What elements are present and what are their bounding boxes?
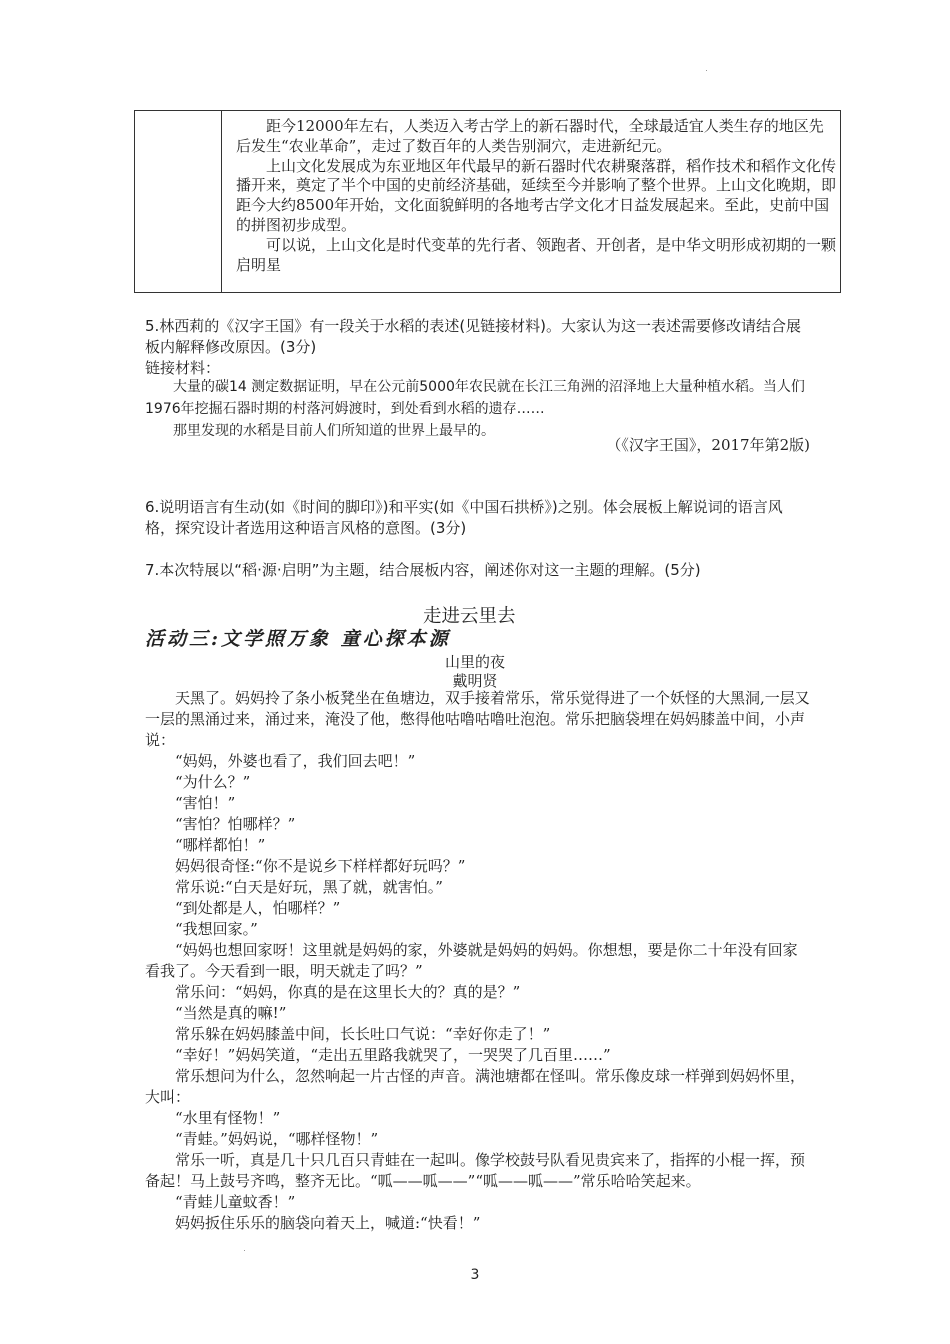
- scan-speck: [706, 70, 707, 71]
- scan-speck: [244, 1250, 245, 1251]
- story-paragraph: 妈妈很奇怪:“你不是说乡下样样都好玩吗？”: [175, 857, 466, 875]
- table-cell-text: [236, 117, 836, 275]
- story-paragraph: “水里有怪物！”: [175, 1109, 281, 1127]
- story-title: 山里的夜: [444, 653, 505, 671]
- story-paragraph: “害怕！”: [175, 794, 236, 812]
- page-number: 3: [470, 1267, 480, 1283]
- story-paragraph: “青蛙儿童蚊香！”: [175, 1193, 296, 1211]
- story-paragraph: “我想回家。”: [175, 920, 258, 938]
- story-paragraph: 常乐想问为什么，忽然响起一片古怪的声音。满池塘都在怪叫。常乐像皮球一样弹到妈妈怀里，大叫：: [145, 1067, 806, 1106]
- story-paragraph: 天黑了。妈妈拎了条小板凳坐在鱼塘边，双手接着常乐，常乐觉得进了一个妖怪的大黑洞,一层又一层的黑涌过来，涌过来，淹没了他，憋得他咕噜咕噜吐泡泡。常乐把脑袋埋在妈妈膝盖中间，小声说：: [145, 689, 810, 749]
- story-paragraph: 常乐躲在妈妈膝盖中间，长长吐口气说：“幸好你走了！”: [175, 1025, 551, 1043]
- story-paragraph: “到处都是人，怕哪样？”: [175, 899, 341, 917]
- link-paragraph: 那里发现的水稻是目前人们所知道的世界上最早的。: [173, 423, 495, 439]
- story-paragraph: “妈妈，外婆也看了，我们回去吧！”: [175, 752, 416, 770]
- story-paragraph: 常乐说:“白天是好玩，黑了就，就害怕。”: [175, 878, 443, 896]
- link-source: （《汉字王国》，2017年第2版): [606, 436, 810, 454]
- story-paragraph: 常乐一听，真是几十只几百只青蛙在一起叫。像学校鼓号队看见贵宾来了，指挥的小棍一挥，预备起！马上鼓号齐鸣，整齐无比。“呱——呱——”“呱——呱——”常乐哈哈笑起来。: [145, 1151, 806, 1190]
- story-paragraph: “害怕？怕哪样？”: [175, 815, 296, 833]
- story-paragraph: 妈妈扳住乐乐的脑袋向着天上，喊道:“快看！”: [175, 1214, 481, 1232]
- table-paragraph: 距今12000年左右，人类迈入考古学上的新石器时代，全球最适宜人类生存的地区先后发生“农业革命”，走过了数百年的人类告别洞穴，走进新纪元。: [236, 117, 824, 155]
- question-6-text: 6.说明语言有生动(如《时间的脚印》)和平实(如《中国石拱桥》)之别。体会展板上解说词的语言风格，探究设计者选用这种语言风格的意图。(3分): [145, 498, 783, 537]
- question-5: [145, 316, 810, 379]
- question-7: [145, 560, 810, 581]
- table-paragraph: 上山文化发展成为东亚地区年代最早的新石器时代农耕聚落群，稻作技术和稻作文化传播开来，奠定了半个中国的史前经济基础，延续至今并影响了整个世界。上山文化晚期，即距今大约8500年开始，文化面貌鲜明的各地考古学文化才日益发展起来。至此，史前中国的拼图初步成型。: [236, 156, 837, 234]
- story-paragraph: “当然是真的嘛!”: [175, 1004, 287, 1022]
- exhibit-table: [134, 110, 841, 293]
- story-paragraph: “幸好！”妈妈笑道，“走出五里路我就哭了，一哭哭了几百里……”: [175, 1046, 611, 1064]
- section-heading: 走进云里去: [423, 606, 516, 627]
- story-paragraph: “青蛙。”妈妈说，“哪样怪物！”: [175, 1130, 379, 1148]
- table-column-divider: [221, 111, 222, 292]
- link-paragraph: 大量的碳14 测定数据证明，早在公元前5000年农民就在长江三角洲的沼泽地上大量种植水稻。当人们1976年挖掘石器时期的村落河姆渡时，到处看到水稻的遗存……: [145, 379, 805, 417]
- story-body: [145, 688, 810, 1234]
- activity-title: 活动三:文学照万象 童心探本源: [145, 628, 451, 650]
- story-paragraph: “哪样都怕！”: [175, 836, 266, 854]
- link-material: [145, 376, 810, 442]
- story-paragraph: “为什么？”: [175, 773, 251, 791]
- question-7-text: 7.本次特展以“稻·源·启明”为主题，结合展板内容，阐述你对这一主题的理解。(5分): [145, 561, 701, 579]
- story-paragraph: “妈妈也想回家呀！这里就是妈妈的家，外婆就是妈妈的妈妈。你想想，要是你二十年没有回家看我了。今天看到一眼，明天就走了吗？”: [145, 941, 798, 980]
- story-paragraph: 常乐问：“妈妈，你真的是在这里长大的？真的是？”: [175, 983, 521, 1001]
- link-material-label: 链接材料：: [145, 359, 221, 377]
- question-6: [145, 497, 810, 539]
- story-author: 戴明贤: [452, 672, 498, 690]
- question-5-text: 5.林西莉的《汉字王国》有一段关于水稻的表述(见链接材料)。大家认为这一表述需要修改请结合展板内解释修改原因。(3分): [145, 317, 802, 356]
- table-paragraph: 可以说，上山文化是时代变革的先行者、领跑者、开创者，是中华文明形成初期的一颗启明星: [236, 235, 837, 274]
